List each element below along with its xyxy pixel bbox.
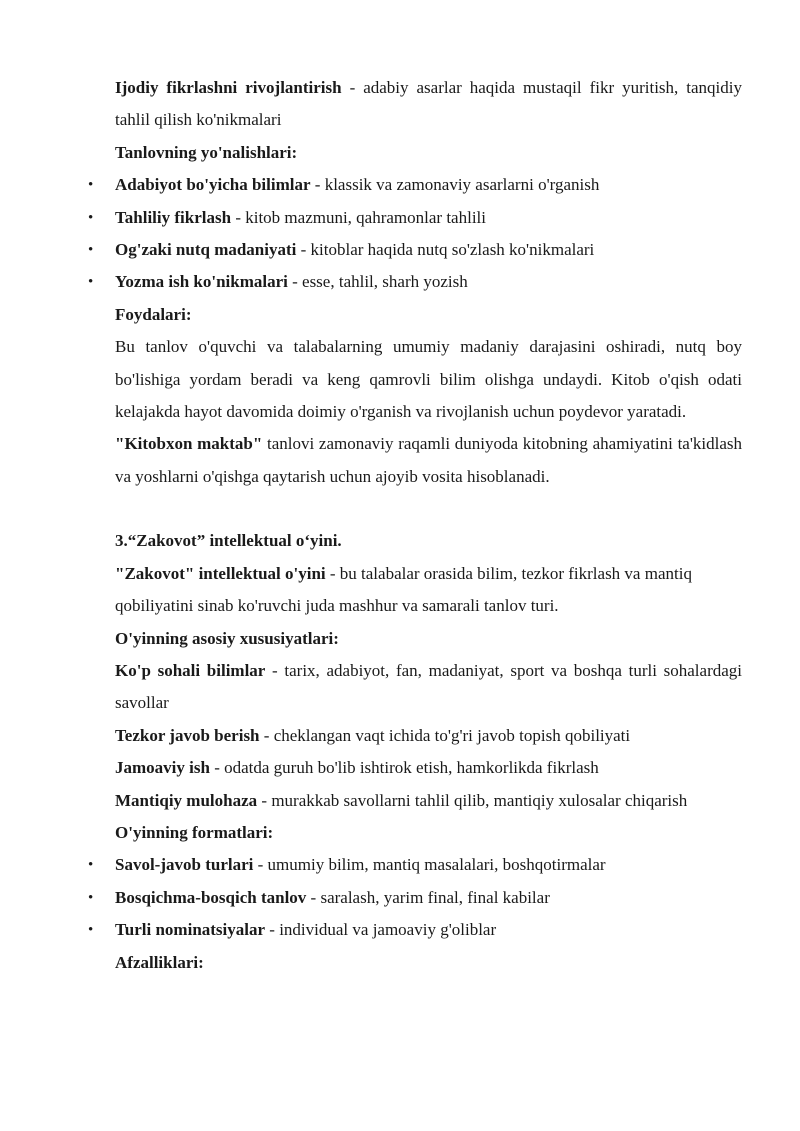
list-item-desc: - esse, tahlil, sharh yozish (287, 272, 468, 292)
feature-paragraph (115, 752, 742, 784)
list-item (88, 202, 742, 234)
list-item-desc: - kitoblar haqida nutq so'zlash ko'nikmalari (296, 240, 595, 260)
bullet-icon: • (88, 242, 94, 259)
section-title-text: 3.“Zakovot” intellektual o‘yini. (115, 531, 342, 551)
feature-paragraph (115, 655, 742, 720)
feature-desc: - odatda guruh bo'lib ishtirok etish, hamkorlikda fikrlash (209, 758, 599, 778)
list-item-term: Yozma ish ko'nikmalari (115, 272, 288, 292)
list-item-desc: - saralash, yarim final, final kabilar (306, 887, 550, 907)
creative-thinking-desc: - adabiy asarlar haqida mustaqil fikr yuritish, tanqidiy tahlil qilish ko'nikmalari (115, 78, 742, 130)
advantages-heading-text: Afzalliklari: (115, 952, 204, 972)
features-heading (115, 623, 742, 655)
conclusion-paragraph (115, 428, 742, 493)
list-item-desc: - umumiy bilim, mantiq masalalari, boshqotirmalar (253, 855, 606, 875)
list-item-term: Savol-javob turlari (115, 855, 254, 875)
list-item-term: Adabiyot bo'yicha bilimlar (115, 175, 311, 195)
conclusion-desc: tanlovi zamonaviy raqamli duniyoda kitobning ahamiyatini ta'kidlash va yoshlarni o'qishga qaytarish uchun ajoyib vosita hisoblanadi. (115, 434, 743, 486)
list-item-term: Bosqichma-bosqich tanlov (115, 887, 307, 907)
conclusion-term: "Kitobxon maktab" (115, 434, 263, 454)
intro-term: "Zakovot" intellektual o'yini (115, 563, 326, 583)
benefits-heading (115, 299, 742, 331)
creative-thinking-term: Ijodiy fikrlashni rivojlantirish (115, 78, 342, 97)
directions-heading-text: Tanlovning yo'nalishlari: (115, 142, 298, 162)
feature-term: Tezkor javob berish (115, 725, 260, 745)
formats-heading (115, 817, 742, 849)
feature-paragraph (115, 720, 742, 752)
bullet-icon: • (88, 922, 94, 939)
list-item (88, 169, 742, 201)
paragraph-gap (0, 493, 800, 525)
list-item (88, 914, 742, 946)
benefits-heading-text: Foydalari: (115, 304, 192, 324)
section-title (115, 525, 742, 557)
list-item-desc: - kitob mazmuni, qahramonlar tahlili (231, 207, 486, 227)
creative-thinking-paragraph (115, 72, 742, 137)
list-item-term: Tahliliy fikrlash (115, 207, 232, 227)
directions-heading (115, 137, 742, 169)
list-item-desc: - individual va jamoaviy g'oliblar (265, 920, 497, 940)
bullet-icon: • (88, 177, 94, 194)
bullet-icon: • (88, 857, 94, 874)
list-item-term: Og'zaki nutq madaniyati (115, 240, 297, 260)
formats-heading-text: O'yinning formatlari: (115, 822, 274, 842)
list-item-desc: - klassik va zamonaviy asarlarni o'rganish (310, 175, 600, 195)
feature-desc: - tarix, adabiyot, fan, madaniyat, sport va boshqa turli sohalardagi savollar (115, 660, 742, 713)
advantages-heading (115, 947, 742, 979)
bullet-icon: • (88, 889, 94, 906)
features-heading-text: O'yinning asosiy xususiyatlari: (115, 628, 339, 648)
intro-desc: - bu talabalar orasida bilim, tezkor fikrlash va mantiq qobiliyatini sinab ko'ruvchi juda mashhur va samarali tanlov turi. (115, 563, 692, 616)
feature-desc: - murakkab savollarni tahlil qilib, mantiqiy xulosalar chiqarish (257, 790, 688, 810)
bullet-icon: • (88, 274, 94, 291)
intro-paragraph (115, 558, 742, 623)
feature-term: Jamoaviy ish (115, 758, 210, 778)
list-item (88, 266, 742, 298)
list-item-term: Turli nominatsiyalar (115, 920, 266, 940)
feature-desc: - cheklangan vaqt ichida to'g'ri javob topish qobiliyati (259, 725, 631, 745)
feature-paragraph (115, 785, 742, 817)
list-item (88, 849, 742, 881)
feature-term: Mantiqiy mulohaza (115, 790, 258, 810)
list-item (88, 882, 742, 914)
bullet-icon: • (88, 209, 94, 226)
list-item (88, 234, 742, 266)
benefits-paragraph: Bu tanlov o'quvchi va talabalarning umumiy madaniy darajasini oshiradi, nutq boy bo'lishiga yordam beradi va keng qamrovli bilim olishga undaydi. Kitob o'qish odati kelajakda hayot davomida doimiy o'rganish va rivojlanish uchun poydevor yaratadi. (115, 337, 742, 422)
feature-term: Ko'p sohali bilimlar (115, 660, 266, 680)
